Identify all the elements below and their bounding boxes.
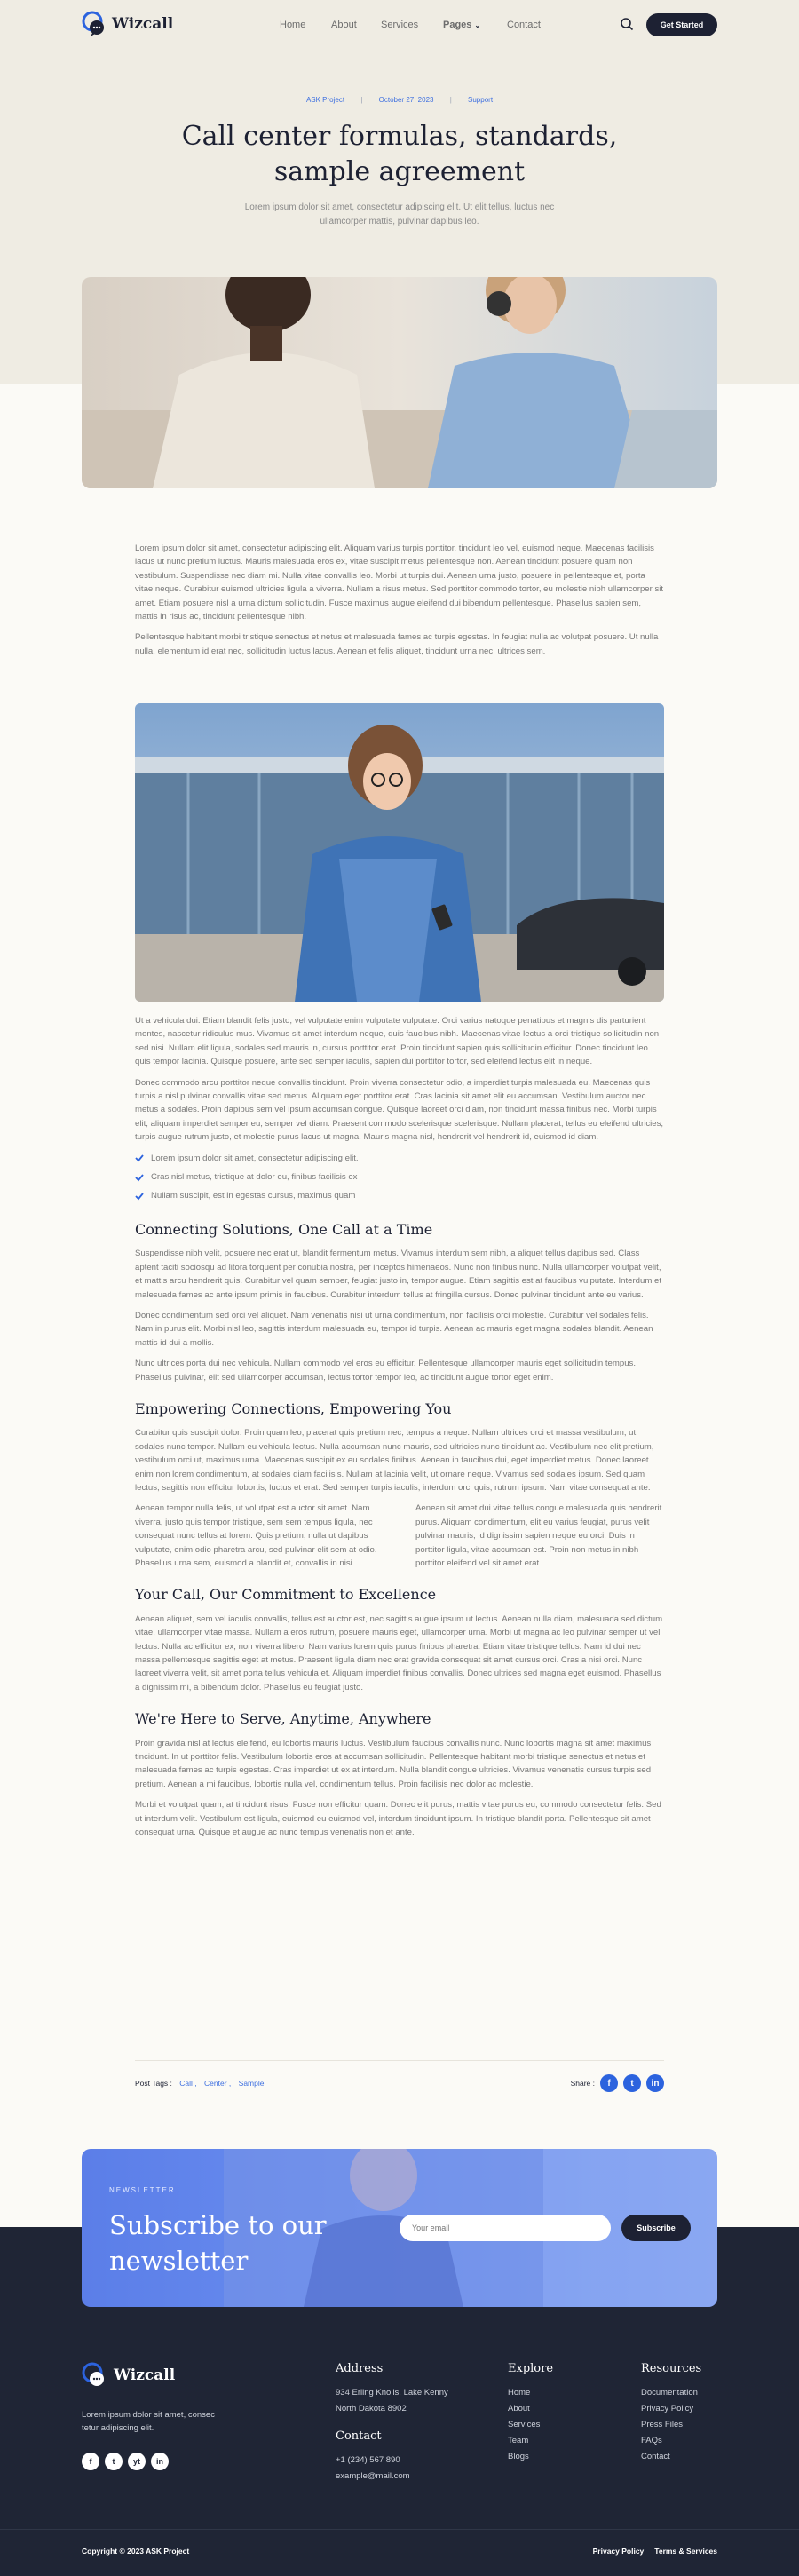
- footer-heading: Resources: [641, 2362, 702, 2375]
- twitter-icon[interactable]: t: [105, 2453, 123, 2470]
- footer-link[interactable]: Privacy Policy: [641, 2404, 694, 2414]
- linkedin-icon[interactable]: in: [151, 2453, 169, 2470]
- check-list: [135, 1152, 664, 1203]
- footer-logo-text: Wizcall: [114, 2366, 176, 2384]
- address-line: North Dakota 8902: [336, 2404, 407, 2414]
- copyright: Copyright © 2023 ASK Project: [82, 2547, 190, 2556]
- share-label: Share :: [570, 2079, 595, 2088]
- footer-social: [82, 2453, 169, 2470]
- get-started-button[interactable]: Get Started: [646, 13, 717, 36]
- footer-link[interactable]: Press Files: [641, 2420, 683, 2429]
- newsletter-banner: [82, 2149, 717, 2307]
- section-heading: Your Call, Our Commitment to Excellence: [135, 1586, 437, 1604]
- site-header: [0, 0, 799, 50]
- check-icon: [135, 1192, 144, 1201]
- section-heading: Empowering Connections, Empowering You: [135, 1399, 452, 1417]
- terms-link[interactable]: Terms & Services: [654, 2547, 717, 2556]
- post-date: October 27, 2023: [378, 96, 434, 104]
- footer-address: [336, 2362, 448, 2487]
- twitter-icon[interactable]: t: [623, 2074, 641, 2092]
- footer-link[interactable]: Team: [508, 2436, 529, 2445]
- email-link[interactable]: example@mail.com: [336, 2471, 410, 2481]
- footer-divider: [0, 2529, 799, 2530]
- footer-heading: Explore: [508, 2362, 554, 2375]
- footer-link[interactable]: Blogs: [508, 2452, 529, 2461]
- legal-links: [593, 2547, 717, 2556]
- address-line: 934 Erling Knolls, Lake Kenny: [336, 2388, 448, 2398]
- list-item: [135, 1170, 664, 1184]
- footer-link[interactable]: Services: [508, 2420, 541, 2429]
- footer-link[interactable]: Contact: [641, 2452, 670, 2461]
- newsletter-label: NEWSLETTER: [109, 2186, 176, 2194]
- chevron-down-icon: ⌄: [474, 21, 481, 29]
- share-bar: [571, 2074, 664, 2092]
- logo-chat-icon: [82, 2362, 107, 2389]
- article-intro: [135, 542, 664, 665]
- post-category[interactable]: ASK Project: [305, 96, 345, 104]
- list-item: [135, 1189, 664, 1202]
- footer-link[interactable]: Documentation: [641, 2388, 698, 2398]
- facebook-icon[interactable]: f: [600, 2074, 618, 2092]
- privacy-link[interactable]: Privacy Policy: [592, 2547, 645, 2556]
- woman-phone-photo: [135, 703, 664, 1002]
- paragraph: Suspendisse nibh velit, posuere nec erat ut, blandit fermentum metus. Vivamus interdum sem nibh, a aliquet tellus dapibus sed. Class aptent taciti sociosqu ad litora torquent per conubia nostra, per inceptos himenaeos. Nunc non finibus nunc. Nulla ullamcorper volutpat velit, et mattis arcu hendrerit quis. Curabitur vel quam semper, feugiat justo in, tempor augue. Etiam sagittis est at faucibus vulputate. Interdum et malesuada fames ac ante ipsum primis in faucibus. Curabitur interdum tellus at fringilla cursus. Donec pulvinar tincidunt ante eu varius.: [135, 1248, 661, 1300]
- footer-link[interactable]: About: [508, 2404, 530, 2414]
- list-item: [135, 1152, 664, 1165]
- page-title: Call center formulas, standards, sample agreement: [181, 121, 618, 187]
- search-icon[interactable]: [620, 17, 634, 31]
- nav-services[interactable]: Services: [381, 20, 419, 30]
- paragraph: Aenean sit amet dui vitae tellus congue malesuada quis hendrerit purus. Aliquam condimentum, elit eu varius feugiat, purus velit pulvinar mauris, id dignissim sapien neque eu orci. Duis in porttitor ligula, vitae accumsan est. Proin non metus in nibh porttitor eleifend vel sit amet erat.: [415, 1503, 662, 1568]
- page-subtitle: Lorem ipsum dolor sit amet, consectetur adipiscing elit. Ut elit tellus, luctus nec ullamcorper mattis, pulvinar dapibus leo.: [244, 202, 555, 226]
- footer-heading: Contact: [336, 2429, 382, 2443]
- hero-image: [82, 277, 717, 488]
- nav-pages[interactable]: [443, 20, 480, 30]
- two-column-text: [135, 1502, 664, 1577]
- meta-separator: |: [360, 96, 363, 104]
- tag-link[interactable]: Sample: [238, 2079, 265, 2088]
- paragraph: Proin gravida nisl at lectus eleifend, eu lobortis mauris luctus. Vestibulum faucibus convallis nunc. Nunc lobortis magna sit amet maximus tincidunt. In ut porttitor felis. Vestibulum lobortis eros at accumsan sollicitudin. Pellentesque habitant morbi tristique senectus et netus et malesuada fames ac turpis egestas. Cras imperdiet ut ex at interdum. Nulla blandit congue ultricies. Vivamus venenatis cursus turpis sed pretium. Aenean a mi faucibus, lobortis nulla vel, condimentum tellus. Proin facilisis nec dolor ac molestie.: [135, 1738, 652, 1789]
- list-item-text: Lorem ipsum dolor sit amet, consectetur adipiscing elit.: [151, 1153, 359, 1163]
- tag-link[interactable]: Call ,: [179, 2079, 197, 2088]
- tag-link[interactable]: Center ,: [204, 2079, 232, 2088]
- footer-explore: [508, 2362, 553, 2468]
- footer-resources: [641, 2362, 701, 2468]
- facebook-icon[interactable]: f: [82, 2453, 99, 2470]
- newsletter-email-input[interactable]: [400, 2215, 611, 2241]
- newsletter-title: Subscribe to our newsletter: [109, 2210, 327, 2276]
- linkedin-icon[interactable]: in: [646, 2074, 664, 2092]
- youtube-icon[interactable]: yt: [128, 2453, 146, 2470]
- paragraph: Lorem ipsum dolor sit amet, consectetur adipiscing elit. Aliquam varius turpis porttitor, tincidunt leo vel, euismod neque. Maecenas facilisis lacus ut nunc pretium luctus. Mauris malesuada eros ex, vitae suscipit metus pellentesque non. Aenean tincidunt posuere quam non vestibulum. Suspendisse nec diam mi. Nulla vitae convallis leo. Morbi ut turpis dui. Aenean urna justo, posuere in pellentesque et, porta vitae neque. Curabitur euismod ultricies ligula a viverra. Nullam a risus metus. Sed porttitor commodo tortor, eu molestie nibh ullamcorper sit amet. Etiam posuere nisl a urna dictum sollicitudin. Fusce maximus augue eleifend dui bibendum pellentesque. Phasellus sapien sem, mattis in risus ac, tincidunt pellentesque nibh.: [135, 543, 664, 622]
- post-tag[interactable]: Support: [468, 96, 494, 104]
- paragraph: Donec condimentum sed orci vel aliquet. Nam venenatis nisi ut urna condimentum, non facilisis orci molestie. Curabitur vel sodales felis. Nam in purus elit. Morbi nisl leo, sagittis interdum malesuada eu, tempor id turpis. Aenean ac mauris eget magna sodales blandit. Aenean mattis id dui a mollis.: [135, 1310, 653, 1348]
- footer-link[interactable]: Home: [508, 2388, 531, 2398]
- post-tags-row: [135, 2060, 664, 2096]
- check-icon: [135, 1153, 144, 1162]
- nav-pages-label: Pages: [443, 20, 472, 30]
- post-meta: [0, 96, 799, 104]
- post-tags: [135, 2079, 264, 2088]
- list-item-text: Cras nisl metus, tristique at dolor eu, finibus facilisis ex: [151, 1172, 358, 1183]
- meta-separator: |: [449, 96, 452, 104]
- paragraph: Morbi et volutpat quam, at tincidunt risus. Fusce non efficitur quam. Donec elit purus, mattis vitae purus eu, commodo consectetur felis. Sed ut interdum velit. Vestibulum est ligula, euismod eu euismod vel, interdum tincidunt ipsum. In tristique blandit porta. Pellentesque sit amet consequat urna. Quisque et augue ac nunc tempus venenatis non et ante.: [135, 1800, 661, 1838]
- list-item-text: Nullam suscipit, est in egestas cursus, maximus quam: [151, 1191, 356, 1201]
- paragraph: Donec commodo arcu porttitor neque convallis tincidunt. Proin viverra consectetur odio, a imperdiet turpis malesuada eu. Maecenas quis turpis a nisl pulvinar convallis vitae sed metus. Aliquam eget porttitor erat. Cras lacinia sit amet elit eu accumsan. Vestibulum auctor nec metus a sodales. Proin dapibus sem vel ipsum accumsan congue. Quisque laoreet orci diam, non tincidunt massa finibus nec. Morbi turpis elit, aliquam imperdiet semper eu, semper vel diam. Praesent commodo scelerisque scelerisque. Nullam placerat, tellus eu eleifend ultricies, turpis augue rutrum justo, et molestie purus lacus ut magna. Mauris magna nisl, hendrerit vel hendrerit id, euismod id diam.: [135, 1077, 664, 1143]
- nav-contact[interactable]: Contact: [507, 20, 541, 30]
- check-icon: [135, 1173, 144, 1182]
- footer-description: Lorem ipsum dolor sit amet, consec tetur adipiscing elit.: [82, 2410, 215, 2433]
- footer-bottom: [82, 2547, 717, 2556]
- footer-logo[interactable]: [82, 2362, 175, 2389]
- section-heading: We're Here to Serve, Anytime, Anywhere: [135, 1710, 431, 1728]
- logo-text: Wizcall: [112, 15, 174, 33]
- footer-link[interactable]: FAQs: [641, 2436, 662, 2445]
- footer-heading: Address: [336, 2362, 384, 2375]
- paragraph: Aenean aliquet, sem vel iaculis convallis, tellus est auctor est, nec sagittis augue ipsum ut lectus. Aenean nulla diam, malesuada sed dictum vitae, ullamcorper vitae massa. Nullam a eros rutrum, posuere mauris eget, ullamcorper urna. Morbi ut magna ac leo pulvinar semper ut vel lectus. Nulla ac efficitur ex, non viverra libero. Nam varius lorem quis purus finibus pharetra. Etiam vitae tristique tellus. Nam id dui nec massa pellentesque sagittis eget at metus. Praesent ligula diam nec erat gravida consequat sit amet cursus orci. Cras a nisi orci. Nunc laoreet viverra velit, sit amet porta tellus vehicula et. Aliquam imperdiet finibus convallis. Donec ultrices sed magna eget euismod. Phasellus a dignissim mi, a bibendum dolor. Phasellus eu feugiat justo.: [135, 1613, 663, 1692]
- article-image: [135, 703, 664, 1002]
- paragraph: Pellentesque habitant morbi tristique senectus et netus et malesuada fames ac turpis egestas. In feugiat nulla ac volutpat posuere. Ut nulla nulla, elementum id erat nec, sollicitudin luctus lacus. Aenean et felis aliquet, tincidunt urna nec, ultrices sem.: [135, 632, 659, 656]
- logo[interactable]: [82, 11, 173, 37]
- phone-link[interactable]: +1 (234) 567 890: [336, 2455, 400, 2465]
- call-center-photo: [82, 277, 717, 488]
- paragraph: Ut a vehicula dui. Etiam blandit felis justo, vel vulputate enim vulputate vulputate. Orci varius natoque penatibus et magnis dis parturient montes, nascetur ridiculus mus. Vivamus sit amet interdum neque, quis faucibus nibh. Maecenas vitae lectus a orci tristique sollicitudin non sed nisi. Nullam elit ligula, sodales sed mauris in, cursus porttitor erat. Proin tincidunt sapien quis sollicitudin efficitur. Donec tincidunt leo quis tempor lacinia. Quisque posuere, ante sed semper iaculis, sapien dui porttitor tortor, sed eleifend lectus elit in neque.: [135, 1016, 660, 1067]
- article-body: [135, 1014, 664, 1847]
- subscribe-button[interactable]: Subscribe: [621, 2215, 691, 2241]
- nav-home[interactable]: Home: [280, 20, 306, 30]
- paragraph: Curabitur quis suscipit dolor. Proin quam leo, placerat quis pretium nec, tempus a neque. Nullam ultrices orci et massa vestibulum, ut sodales nunc tempor. Nullam eu vehicula lectus. Nulla accumsan nunc mauris, sed ultricies nunc tincidunt ac. Vestibulum nec elit pretium, vestibulum orci ut, maximus urna. Maecenas suscipit ex eu sodales finibus. Aenean in faucibus dui, eget imperdiet metus. Donec laoreet enim non lorem condimentum, at sodales diam facilisis. Nullam at lacinia velit, ut ornare neque. Vivamus sed sodales ipsum. Sed quam lectus, sagittis non efficitur lobortis, luctus et erat. Sed semper turpis iaculis, interdum orci quis, rutrum ipsum. Nam vitae consequat ante.: [135, 1428, 654, 1493]
- paragraph: Aenean tempor nulla felis, ut volutpat est auctor sit amet. Nam viverra, justo quis tempor tristique, sem sem tempus ligula, nec consequat nunc tellus at lorem. Quis pretium, nulla ut dapibus vulputate, enim odio pharetra arcu, sed pulvinar elit sem at odio. Phasellus urna sem, euismod a blandit et, convallis in nisi.: [135, 1503, 377, 1568]
- nav-about[interactable]: About: [331, 20, 357, 30]
- post-tags-label: Post Tags :: [135, 2079, 172, 2088]
- paragraph: Nunc ultrices porta dui nec vehicula. Nullam commodo vel eros eu efficitur. Pellentesque ullamcorper mauris eget sollicitudin tempus. Phasellus pulvinar, elit sed ullamcorper accumsan, lectus tortor tempor leo, ac tincidunt augue tortor eget enim.: [135, 1359, 636, 1383]
- section-heading: Connecting Solutions, One Call at a Time: [135, 1220, 433, 1238]
- logo-chat-icon: [82, 11, 107, 37]
